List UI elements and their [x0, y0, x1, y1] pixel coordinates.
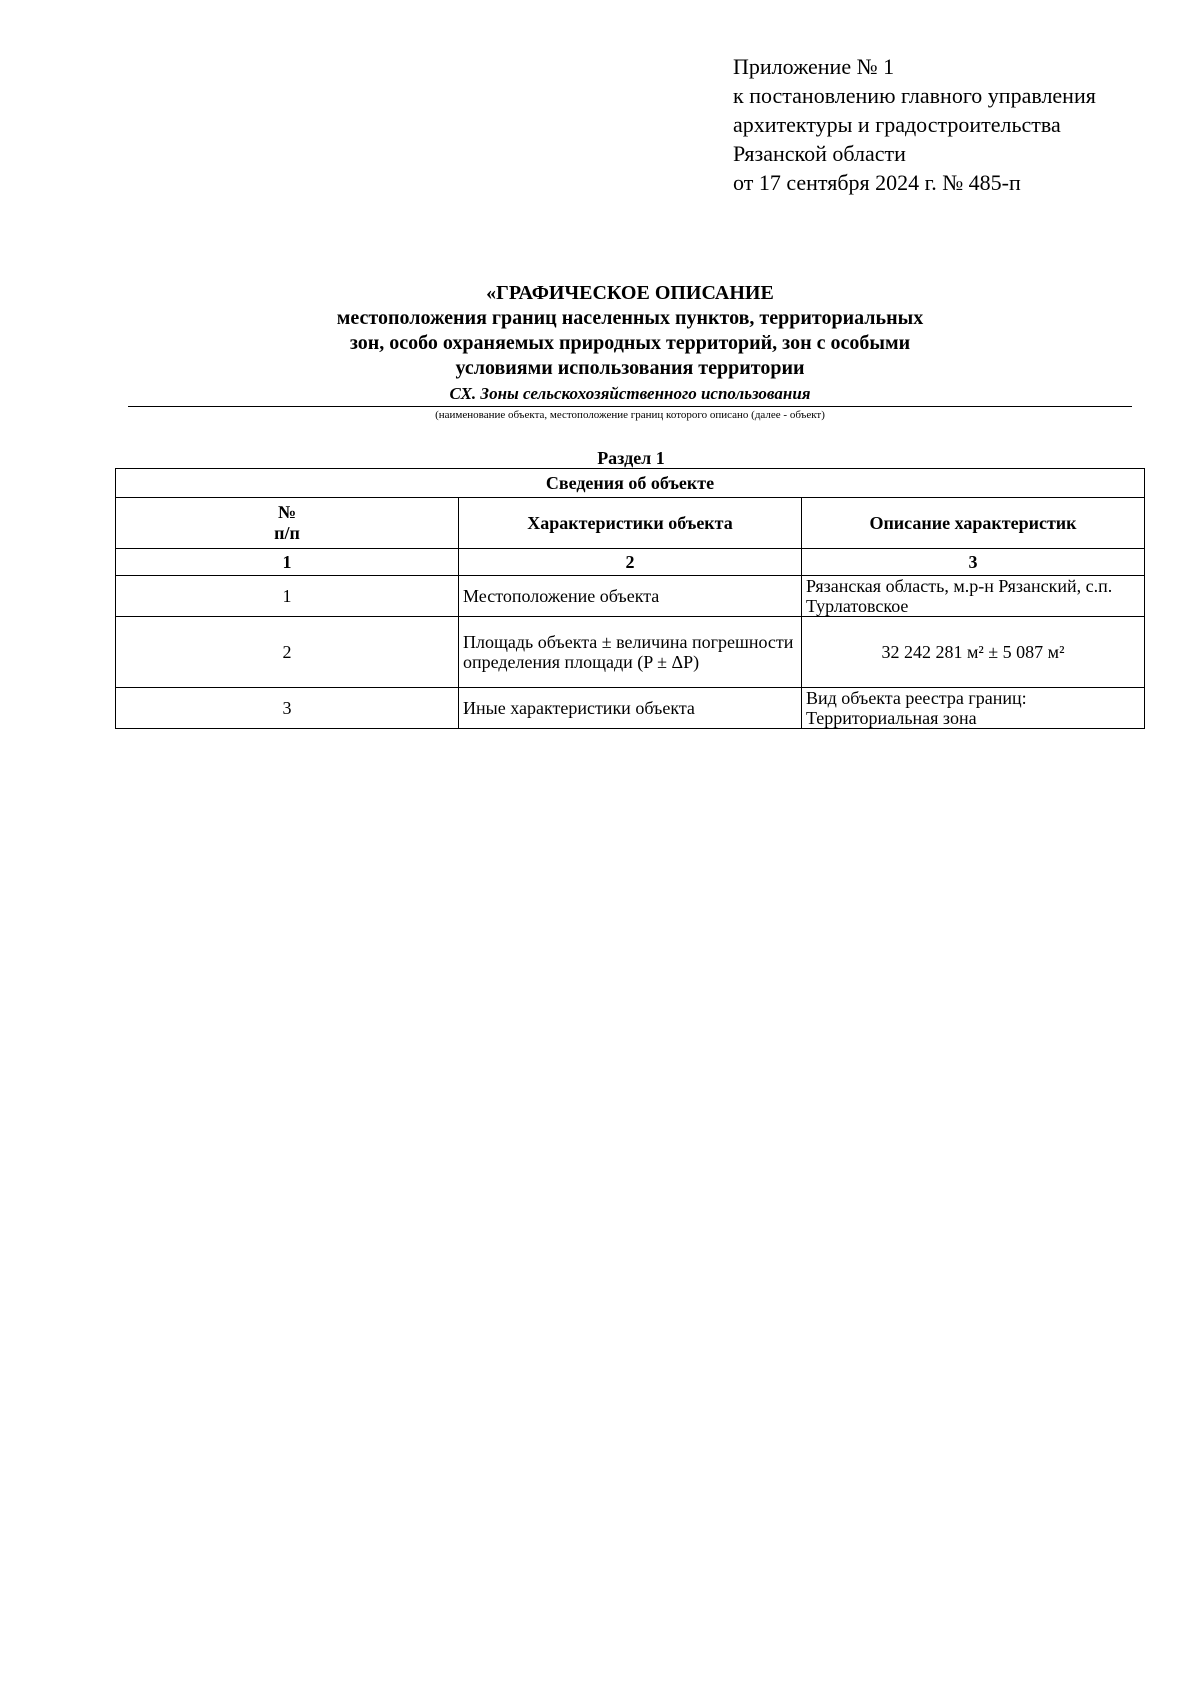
section-title: Раздел 1	[597, 448, 665, 468]
column-number: 2	[459, 549, 802, 576]
row-characteristic: Местоположение объекта	[459, 576, 802, 617]
appendix-header	[733, 52, 1096, 197]
row-num: 1	[116, 576, 459, 617]
header-description: Описание характеристик	[802, 498, 1145, 549]
document-title: «ГРАФИЧЕСКОЕ ОПИСАНИЕ	[486, 282, 774, 304]
appendix-line: Приложение № 1	[733, 54, 895, 79]
document-title-block	[128, 281, 1132, 422]
table-row	[116, 617, 1145, 688]
row-characteristic: Площадь объекта ± величина погрешности определения площади (P ± ΔP)	[459, 617, 802, 688]
row-description: Вид объекта реестра границ: Территориальная зона	[802, 688, 1145, 729]
row-characteristic: Иные характеристики объекта	[459, 688, 802, 729]
table-caption-row	[116, 469, 1145, 498]
header-characteristic: Характеристики объекта	[459, 498, 802, 549]
appendix-line: Рязанской области	[733, 141, 906, 166]
column-number: 1	[116, 549, 459, 576]
appendix-line: архитектуры и градостроительства	[733, 112, 1061, 137]
object-info-table	[115, 468, 1145, 729]
header-num: № п/п	[116, 498, 459, 549]
object-name: СХ. Зоны сельскохозяйственного использования	[449, 384, 811, 403]
object-caption: (наименование объекта, местоположение границ которого описано (далее - объект)	[435, 409, 825, 421]
table-caption: Сведения об объекте	[116, 469, 1145, 498]
appendix-line: к постановлению главного управления	[733, 83, 1096, 108]
row-num: 2	[116, 617, 459, 688]
document-subtitle-line: местоположения границ населенных пунктов, территориальных	[336, 307, 924, 329]
column-number: 3	[802, 549, 1145, 576]
table-header-row	[116, 498, 1145, 549]
document-subtitle-line: зон, особо охраняемых природных территорий, зон с особыми	[349, 332, 911, 354]
row-num: 3	[116, 688, 459, 729]
appendix-line: от 17 сентября 2024 г. № 485-п	[733, 170, 1021, 195]
object-name-underline	[128, 406, 1132, 407]
table-row	[116, 576, 1145, 617]
table-row	[116, 688, 1145, 729]
column-number-row	[116, 549, 1145, 576]
row-description: 32 242 281 м² ± 5 087 м²	[802, 617, 1145, 688]
row-description: Рязанская область, м.р-н Рязанский, с.п. Турлатовское	[802, 576, 1145, 617]
document-subtitle-line: условиями использования территории	[455, 357, 805, 379]
